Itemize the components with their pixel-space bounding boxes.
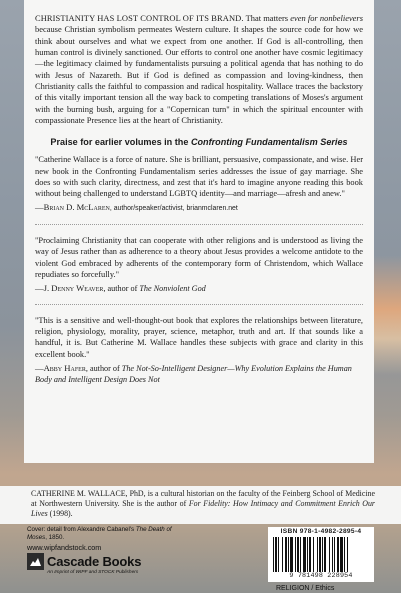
- book-description: CHRISTIANITY HAS LOST CONTROL OF ITS BRAND. That matters even for nonbelievers because Christian symbolism permeates Western culture. It shapes the source code for how we think about ourselves and what we expect from one another. If God is all-controlling, then human control is divinely sanctioned. Our efforts to control one another have cosmic legitimacy—the legitimacy claimed by fundamentalists pursuing a political agenda that has nothing to do with Jesus of Nazareth. But if God is defined as compassion and loving-kindness, then Christianity calls the faithful to compassion and radical hospitality. Wallace traces the backstory of this vitally important tension all the way back to competing translations of Moses's argument with the burning bush, arguing for a "Copernican turn" in which the spiritual encounter with compassionate Presence lies at the heart of Christianity.: [35, 13, 363, 126]
- bisac-category: RELIGION / Ethics: [276, 585, 335, 592]
- barcode-bar: [290, 537, 293, 572]
- isbn-label: ISBN 978-1-4982-2895-4: [280, 528, 362, 535]
- barcode-bar: [313, 537, 314, 572]
- barcode-bar: [309, 537, 311, 572]
- divider: [35, 304, 363, 305]
- barcode-bar: [334, 537, 335, 572]
- quote-text: "Catherine Wallace is a force of nature. She is brilliant, persuasive, compassionate, and wise. Her new book in the Confronting Fundamentalism series addresses the issue of gay marriage. She does so with such clarity, directness, and zest that it's hard to imagine anyone reading this book without being challenged to understand LGBTQ identity—and marriage—afresh and anew.": [35, 155, 363, 199]
- barcode-bar: [288, 537, 289, 572]
- barcode-bar: [285, 537, 287, 572]
- publisher-footer: [27, 526, 187, 575]
- author-bio-band: [0, 486, 401, 524]
- barcode-bar: [300, 537, 301, 572]
- author-book-title: For Fidelity: How Intimacy and Commitment Enrich Our Lives: [31, 499, 375, 519]
- publisher-website[interactable]: www.wipfandstock.com: [27, 543, 102, 552]
- barcode-bar: [297, 537, 299, 572]
- barcode-box: [268, 527, 374, 582]
- publisher-imprint: An Imprint of WIPF and STOCK Publishers: [47, 570, 139, 575]
- barcode-bar: [282, 537, 283, 572]
- quote-attribution: —Abby Hafer, author of The Not-So-Intelligent Designer—Why Evolution Explains the Human Body and Intelligent Design Does Not: [35, 362, 352, 384]
- barcode-bar: [337, 537, 339, 572]
- publisher-name: Cascade Books: [47, 553, 142, 569]
- divider: [35, 224, 363, 225]
- barcode-bar: [319, 537, 321, 572]
- publisher-logo-row: [27, 553, 187, 570]
- barcode: [272, 537, 370, 572]
- barcode-bar: [344, 537, 345, 572]
- praise-quote-3: [35, 315, 363, 385]
- quote-attribution: —Brian D. McLaren, author/speaker/activist, brianmclaren.net: [35, 202, 238, 213]
- praise-quote-1: [35, 154, 363, 214]
- quote-attribution: —J. Denny Weaver, author of The Nonviolent God: [35, 283, 206, 294]
- description-lead: CHRISTIANITY HAS LOST CONTROL OF ITS BRAND.: [35, 13, 244, 23]
- praise-heading: Praise for earlier volumes in the Confronting Fundamentalism Series: [50, 137, 348, 148]
- barcode-bar: [273, 537, 274, 572]
- barcode-bar: [275, 537, 277, 572]
- cover-credit: Cover: detail from Alexandre Cabanel's The Death of Moses, 1850.: [27, 526, 172, 541]
- barcode-bar: [340, 537, 343, 572]
- quote-text: "Proclaiming Christianity that can cooperate with other religions and is understood as living the way of Jesus rather than as adherence to a theory about Jesus provides a welcome antidote to the violent God embraced by adherents of the contemporary form of Christendom, which Wallace repudiates so forcefully.": [35, 236, 363, 279]
- barcode-bar: [307, 537, 308, 572]
- barcode-bar: [278, 537, 279, 572]
- author-bio: CATHERINE M. WALLACE, PhD, is a cultural historian on the faculty of the Feinberg School of Medicine at Northwestern University. She is the author of For Fidelity: How Intimacy and Commitment Enrich Our Lives (1998).: [31, 489, 375, 519]
- barcode-digits: 9 781498 228954: [289, 572, 353, 580]
- barcode-bar: [332, 537, 333, 572]
- quote-text: "This is a sensitive and well-thought-out book that explores the relationships between literature, religion, physiology, morality, prayer, science, metaphor, truth and art. If that sounds like a handful, it is. But Catherine M. Wallace handles these subjects with grace and clarity in this excellent book.": [35, 316, 363, 359]
- series-name: Confronting Fundamentalism Series: [190, 137, 348, 148]
- author-name: CATHERINE M. WALLACE: [31, 489, 126, 498]
- barcode-bar: [322, 537, 323, 572]
- barcode-bar: [317, 537, 318, 572]
- text-panel: [24, 0, 374, 463]
- description-emphasis: even for nonbelievers: [290, 13, 363, 23]
- cascade-logo-icon: [27, 553, 44, 570]
- barcode-bar: [303, 537, 306, 572]
- sunset-glow: [371, 255, 401, 375]
- barcode-bar: [324, 537, 326, 572]
- barcode-bar: [295, 537, 296, 572]
- praise-quote-2: [35, 235, 363, 294]
- barcode-bar: [329, 537, 330, 572]
- barcode-bar: [347, 537, 348, 572]
